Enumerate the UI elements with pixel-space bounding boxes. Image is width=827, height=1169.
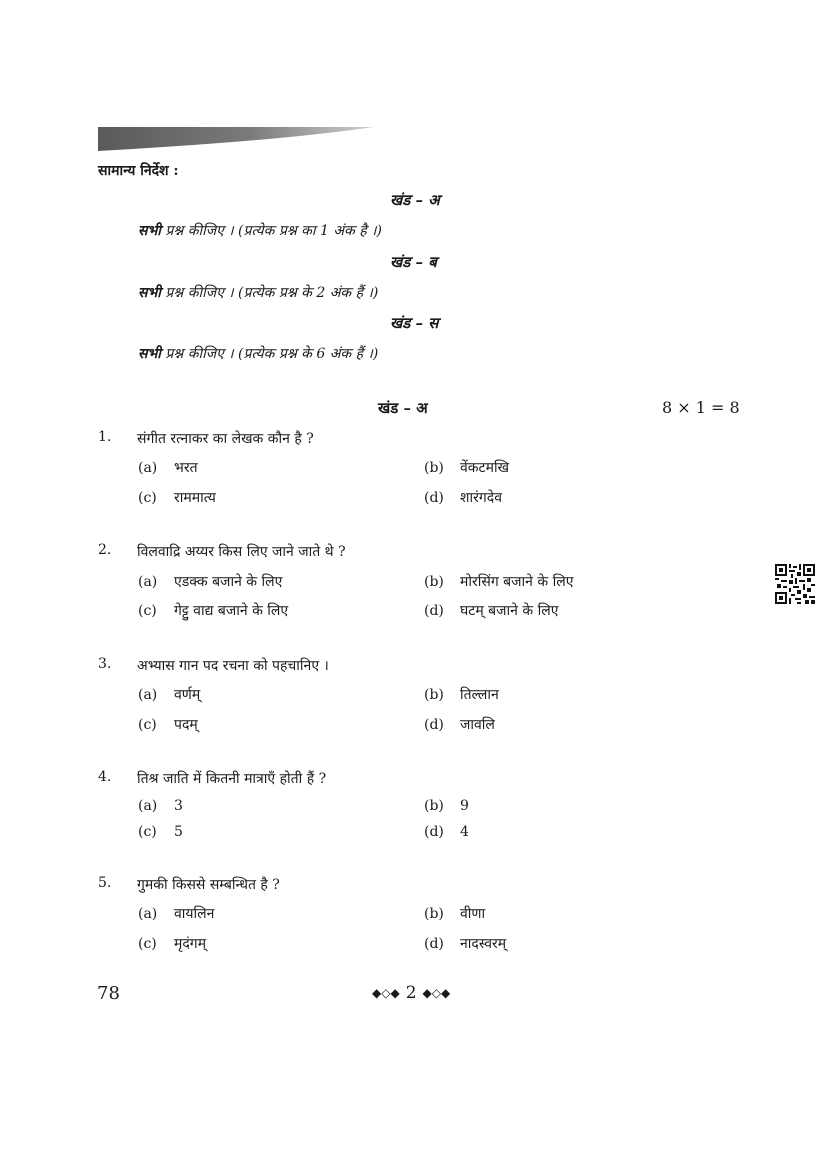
question-text: विलवाद्रि अय्यर किस लिए जाने जाते थे ? [137, 544, 346, 560]
page-number-group [372, 983, 450, 1003]
option[interactable]: (d) जावलि [424, 717, 495, 733]
ornament-right-icon: ◆◇◆ [422, 986, 451, 1000]
option[interactable]: (b) 9 [424, 798, 469, 814]
option[interactable]: (b) वीणा [424, 906, 486, 922]
option[interactable]: (b) वेंकटमखि [424, 460, 510, 476]
instruction-line: सभी प्रश्न कीजिए । (प्रत्येक प्रश्न के 2 अंक हैं ।) [138, 285, 379, 301]
page-number: 2 [405, 983, 417, 1003]
option[interactable]: (d) नादस्वरम् [424, 936, 507, 952]
question-text: अभ्यास गान पद रचना को पहचानिए । [137, 658, 329, 674]
question-text: तिश्र जाति में कितनी मात्राएँ होती हैं ? [137, 771, 327, 787]
option[interactable]: (a) भरत [138, 460, 198, 476]
question-number: 1. [98, 429, 112, 445]
option[interactable]: (c) मृदंगम् [138, 936, 207, 952]
instruction-line: सभी प्रश्न कीजिए । (प्रत्येक प्रश्न के 6 अंक हैं ।) [138, 346, 379, 362]
question-text: संगीत रत्नाकर का लेखक कौन है ? [137, 431, 314, 447]
question-number: 2. [98, 542, 112, 558]
option[interactable]: (c) गेट्टु वाद्य बजाने के लिए [138, 603, 289, 619]
instruction-section-heading: खंड – ब [390, 253, 437, 271]
ornament-left-icon: ◆◇◆ [372, 986, 400, 1000]
instruction-line: सभी प्रश्न कीजिए । (प्रत्येक प्रश्न का 1 अंक है ।) [138, 223, 382, 239]
general-instructions-title: सामान्य निर्देश : [98, 163, 179, 179]
option[interactable]: (d) घटम् बजाने के लिए [424, 603, 559, 619]
option[interactable]: (d) 4 [424, 824, 469, 840]
option[interactable]: (b) तिल्लान [424, 687, 499, 703]
section-title: खंड – अ [378, 399, 428, 417]
question-number: 5. [98, 875, 112, 891]
option[interactable]: (c) राममात्य [138, 490, 216, 506]
option[interactable]: (c) 5 [138, 824, 183, 840]
footer-code: 78 [97, 983, 120, 1004]
question-text: गुमकी किससे सम्बन्धित है ? [137, 877, 280, 893]
instruction-section-heading: खंड – स [390, 314, 439, 332]
instruction-section-heading: खंड – अ [390, 191, 440, 209]
option[interactable]: (a) 3 [138, 798, 183, 814]
section-marks: 8 × 1 = 8 [662, 398, 740, 417]
option[interactable]: (b) मोरसिंग बजाने के लिए [424, 574, 574, 590]
option[interactable]: (a) वायलिन [138, 906, 215, 922]
option[interactable]: (d) शारंगदेव [424, 490, 502, 506]
header-banner [98, 127, 374, 151]
option[interactable]: (c) पदम् [138, 717, 198, 733]
option[interactable]: (a) एडक्क बजाने के लिए [138, 574, 283, 590]
qr-code-icon [775, 564, 815, 604]
question-number: 4. [98, 769, 112, 785]
option[interactable]: (a) वर्णम् [138, 687, 201, 703]
question-number: 3. [98, 656, 112, 672]
